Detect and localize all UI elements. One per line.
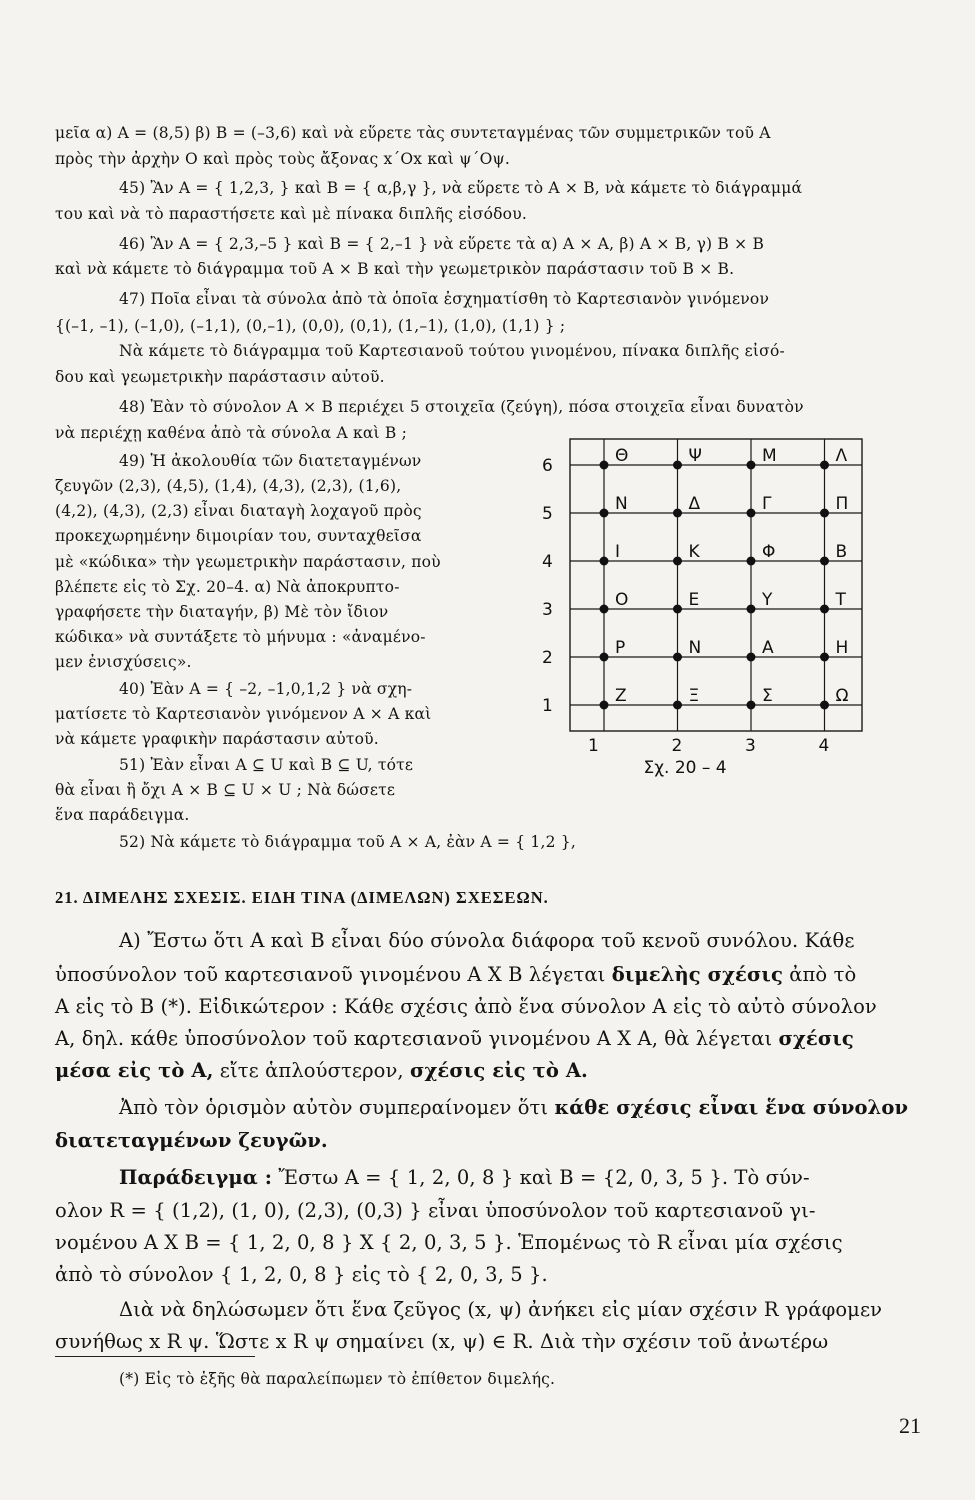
grid-point [600, 557, 609, 566]
grid-letter: Μ [762, 446, 777, 466]
term-bold: σχέσις [778, 1027, 854, 1050]
term-bold: Παράδειγμα : [119, 1166, 273, 1189]
grid-point [600, 701, 609, 710]
paragraph-line [55, 963, 856, 986]
grid-point [820, 557, 829, 566]
y-tick-label: 5 [542, 504, 553, 524]
exercise-line: καὶ νὰ κάμετε τὸ διάγραμμα τοῦ A × B καὶ τὴν γεωμετρικὸν παράστασιν τοῦ B × B. [55, 260, 735, 278]
exercise-40: 40) Ἐὰν A = { –2, –1,0,1,2 } νὰ σχη- [119, 680, 413, 698]
grid-letter: Γ [762, 494, 772, 514]
grid-point [820, 461, 829, 470]
paragraph-line [119, 1166, 810, 1189]
grid-letter: Ε [688, 590, 700, 610]
exercise-51: 51) Ἐὰν εἶναι A ⊆ U καὶ B ⊆ U, τότε [119, 756, 414, 774]
term-bold: μέσα εἰς τὸ A, [55, 1059, 214, 1082]
grid-point [600, 461, 609, 470]
exercise-49: 49) Ἡ ἀκολουθία τῶν διατεταγμένων [119, 452, 422, 470]
paragraph-line: συνήθως x R ψ. Ὥστε x R ψ σημαίνει (x, ψ) ∈ R. Διὰ τὴν σχέσιν τοῦ ἀνωτέρω [55, 1330, 829, 1353]
footnote: (*) Εἰς τὸ ἑξῆς θὰ παραλείπωμεν τὸ ἐπίθετον διμελής. [119, 1370, 556, 1388]
grid-point [747, 557, 756, 566]
exercise-line: γραφήσετε τὴν διαταγήν, β) Μὲ τὸν ἴδιον [55, 603, 389, 621]
exercise-line: ἕνα παράδειγμα. [55, 806, 190, 824]
exercise-line: προκεχωρημένην διμοιρίαν του, συνταχθεῖσα [55, 527, 422, 545]
y-tick-label: 4 [542, 552, 553, 572]
x-tick-label: 1 [588, 736, 599, 756]
grid-letter: Ζ [615, 686, 627, 706]
grid-letter: Θ [615, 446, 629, 466]
grid-letter: Ο [615, 590, 629, 610]
exercise-line: (4,2), (4,3), (2,3) εἶναι διαταγὴ λοχαγοῦ πρὸς [55, 502, 422, 520]
term-bold: διατεταγμένων ζευγῶν. [55, 1129, 328, 1152]
grid-point [673, 653, 682, 662]
grid-point [820, 605, 829, 614]
figure-caption: Σχ. 20 – 4 [643, 758, 727, 778]
text-run: Ἀπὸ τὸν ὁρισμὸν αὐτὸν συμπεραίνομεν ὅτι [119, 1096, 555, 1119]
paragraph-line [55, 1129, 328, 1152]
paragraph-line: A εἰς τὸ B (*). Εἰδικώτερον : Κάθε σχέσις ἀπὸ ἕνα σύνολον A εἰς τὸ αὐτὸ σύνολον [55, 995, 877, 1018]
grid-letter: Π [835, 494, 849, 514]
grid-point [747, 605, 756, 614]
grid-letter: Ω [835, 686, 849, 706]
text-run: A, δηλ. κάθε ὑποσύνολον τοῦ καρτεσιανοῦ γινομένου A X A, θὰ λέγεται [55, 1027, 779, 1050]
text-run: εἴτε ἁπλούστερον, [213, 1059, 411, 1082]
exercise-line: μεῖα α) A = (8,5) β) B = (–3,6) καὶ νὰ εὕρετε τὰς συντεταγμένας τῶν συμμετρικῶν τοῦ A [55, 124, 771, 142]
grid-point [747, 701, 756, 710]
grid-letter: Ν [688, 638, 702, 658]
grid-point [600, 605, 609, 614]
grid-letter: Δ [688, 494, 701, 514]
grid-point [673, 461, 682, 470]
grid-point [820, 509, 829, 518]
paragraph-line: Διὰ νὰ δηλώσωμεν ὅτι ἕνα ζεῦγος (x, ψ) ἀνήκει εἰς μίαν σχέσιν R γράφομεν [119, 1298, 883, 1321]
exercise-line: Νὰ κάμετε τὸ διάγραμμα τοῦ Καρτεσιανοῦ τούτου γινομένου, πίνακα διπλῆς εἰσό- [119, 342, 785, 360]
grid-letter: Σ [762, 686, 773, 706]
grid-letter: Α [762, 638, 774, 658]
grid-point [600, 653, 609, 662]
grid-letter: Ι [615, 542, 621, 562]
grid-letter: Φ [762, 542, 776, 562]
grid-letter: Υ [762, 590, 773, 610]
exercise-line: του καὶ νὰ τὸ παραστήσετε καὶ μὲ πίνακα διπλῆς εἰσόδου. [55, 205, 527, 223]
exercise-line: μὲ «κώδικα» τὴν γεωμετρικὴν παράστασιν, ποὺ [55, 553, 441, 571]
exercise-line: νὰ κάμετε γραφικὴν παράστασιν αὐτοῦ. [55, 730, 379, 748]
x-tick-label: 4 [818, 736, 830, 756]
page-number: 21 [899, 1413, 921, 1438]
exercise-line: ζευγῶν (2,3), (4,5), (1,4), (4,3), (2,3), (1,6), [55, 477, 402, 495]
exercise-line: νὰ περιέχῃ καθένα ἀπὸ τὰ σύνολα A καὶ B ; [55, 424, 408, 442]
exercise-47: 47) Ποῖα εἶναι τὰ σύνολα ἀπὸ τὰ ὁποῖα ἐσχηματίσθη τὸ Καρτεσιανὸν γινόμενον [119, 290, 770, 308]
paragraph-line: A) Ἔστω ὅτι A καὶ B εἶναι δύο σύνολα διάφορα τοῦ κενοῦ συνόλου. Κάθε [119, 929, 855, 952]
grid-letter: Τ [835, 590, 846, 610]
term-bold: σχέσις εἰς τὸ A. [410, 1059, 588, 1082]
paragraph-line [55, 1059, 588, 1082]
footnote-rule [55, 1356, 255, 1357]
grid-letter: Ρ [615, 638, 626, 658]
grid-point [747, 509, 756, 518]
grid-letter: Ξ [688, 686, 700, 706]
exercise-line: ματίσετε τὸ Καρτεσιανὸν γινόμενον A × A καὶ [55, 705, 432, 723]
exercise-line: κώδικα» νὰ συντάξετε τὸ μήνυμα : «ἀναμένο- [55, 628, 426, 646]
grid-frame [570, 439, 862, 731]
x-tick-label: 2 [671, 736, 683, 756]
text-run: ὑποσύνολον τοῦ καρτεσιανοῦ γινομένου A X B λέγεται [55, 963, 612, 986]
grid-point [673, 605, 682, 614]
grid-point [747, 461, 756, 470]
exercise-46: 46) Ἂν A = { 2,3,–5 } καὶ B = { 2,–1 } νὰ εὕρετε τὰ α) A × A, β) A × B, γ) B × B [119, 235, 765, 253]
y-tick-label: 2 [542, 648, 553, 668]
grid-point [600, 509, 609, 518]
grid-letter: Λ [835, 446, 848, 466]
section-heading: 21. ΔΙΜΕΛΗΣ ΣΧΕΣΙΣ. ΕΙΔΗ ΤΙΝΑ (ΔΙΜΕΛΩΝ) ΣΧΕΣΕΩΝ. [55, 888, 549, 907]
exercise-line: πρὸς τὴν ἀρχὴν O καὶ πρὸς τοὺς ἄξονας x΄Ox καὶ ψ΄Oψ. [55, 150, 510, 168]
paragraph-line: ολον R = { (1,2), (1, 0), (2,3), (0,3) } εἶναι ὑποσύνολον τοῦ καρτεσιανοῦ γι- [55, 1199, 816, 1222]
exercise-line: δου καὶ γεωμετρικὴν παράστασιν αὐτοῦ. [55, 368, 385, 386]
grid-letter: Ν [615, 494, 628, 514]
exercise-line: μεν ἐνισχύσεις». [55, 653, 192, 671]
exercise-line: θὰ εἶναι ἢ ὄχι A × B ⊆ U × U ; Νὰ δώσετε [55, 781, 396, 799]
exercise-line: βλέπετε εἰς τὸ Σχ. 20–4. α) Νὰ ἀποκρυπτο- [55, 578, 400, 596]
text-run: Ἔστω A = { 1, 2, 0, 8 } καὶ B = {2, 0, 3, 5 }. Τὸ σύν- [272, 1166, 810, 1189]
exercise-line: {(–1, –1), (–1,0), (–1,1), (0,–1), (0,0), (0,1), (1,–1), (1,0), (1,1) } ; [55, 317, 566, 335]
y-tick-label: 1 [542, 696, 553, 716]
grid-point [673, 509, 682, 518]
grid-point [673, 701, 682, 710]
paragraph-line [55, 1027, 854, 1050]
exercise-45: 45) Ἂν A = { 1,2,3, } καὶ B = { α,β,γ }, νὰ εὕρετε τὸ A × B, νὰ κάμετε τὸ διάγραμμά [119, 179, 803, 197]
paragraph-line: νομένου A X B = { 1, 2, 0, 8 } X { 2, 0, 3, 5 }. Ἑπομένως τὸ R εἶναι μία σχέσις [55, 1231, 843, 1254]
paragraph-line [119, 1096, 908, 1119]
term-bold: κάθε σχέσις εἶναι ἕνα σύνολον [554, 1096, 909, 1119]
grid-letter: Κ [688, 542, 700, 562]
figure-20-4 [530, 425, 910, 850]
grid-point [673, 557, 682, 566]
grid-letter: Β [835, 542, 848, 562]
grid-point [820, 701, 829, 710]
text-run: ἀπὸ τὸ [782, 963, 857, 986]
term-bold: διμελὴς σχέσις [611, 963, 783, 986]
grid-point [747, 653, 756, 662]
y-tick-label: 3 [542, 600, 553, 620]
y-tick-label: 6 [542, 456, 553, 476]
exercise-48: 48) Ἐὰν τὸ σύνολον A × B περιέχει 5 στοιχεῖα (ζεύγη), πόσα στοιχεῖα εἶναι δυνατὸν [119, 398, 804, 416]
grid-point [820, 653, 829, 662]
grid-letter: Ψ [688, 446, 702, 466]
grid-letter: Η [835, 638, 849, 658]
paragraph-line: ἀπὸ τὸ σύνολον { 1, 2, 0, 8 } εἰς τὸ { 2, 0, 3, 5 }. [55, 1263, 548, 1286]
exercise-52: 52) Νὰ κάμετε τὸ διάγραμμα τοῦ A × A, ἐὰν A = { 1,2 }, [119, 833, 576, 851]
x-tick-label: 3 [745, 736, 756, 756]
